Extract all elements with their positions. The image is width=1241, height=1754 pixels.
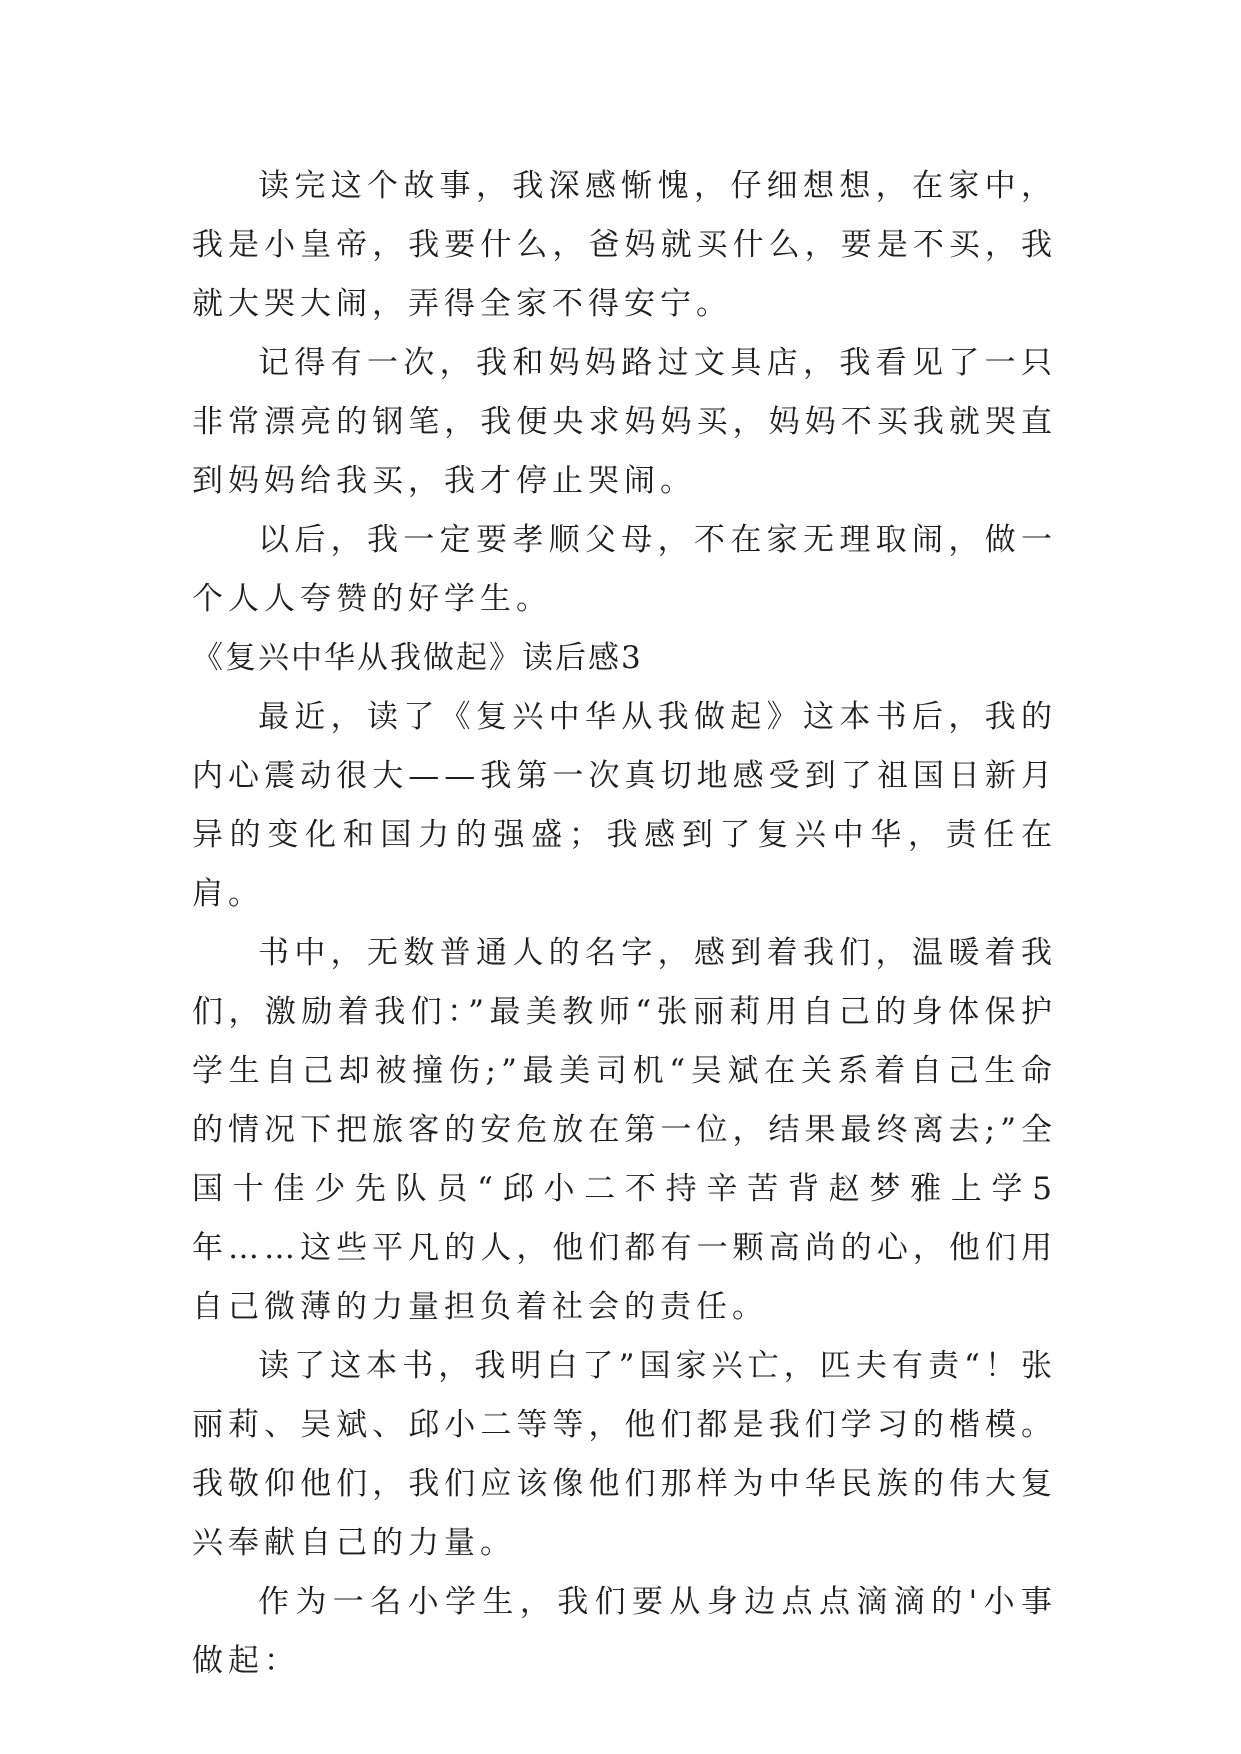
paragraph: 记得有一次，我和妈妈路过文具店，我看见了一只非常漂亮的钢笔，我便央求妈妈买，妈妈不买我就哭直到妈妈给我买，我才停止哭闹。 <box>192 345 1057 499</box>
paragraph: 书中，无数普通人的名字，感到着我们，温暖着我们，激励着我们：”最美教师“张丽莉用自己的身体保护学生自己却被撞伤;”最美司机“吴斌在关系着自己生命的情况下把旅客的安危放在第一位，结果最终离去;”全国十佳少先队员“邱小二不持辛苦背赵梦雅上学5年……这些平凡的人，他们都有一颗高尚的心，他们用自己微薄的力量担负着社会的责任。 <box>192 935 1057 1325</box>
section-heading: 《复兴中华从我做起》读后感3 <box>192 640 643 676</box>
paragraph: 读了这本书，我明白了”国家兴亡，匹夫有责“！张丽莉、吴斌、邱小二等等，他们都是我们学习的楷模。我敬仰他们，我们应该像他们那样为中华民族的伟大复兴奉献自己的力量。 <box>192 1348 1057 1561</box>
paragraph: 读完这个故事，我深感惭愧，仔细想想，在家中，我是小皇帝，我要什么，爸妈就买什么，要是不买，我就大哭大闹，弄得全家不得安宁。 <box>192 168 1057 322</box>
paragraph: 最近，读了《复兴中华从我做起》这本书后，我的内心震动很大——我第一次真切地感受到了祖国日新月异的变化和国力的强盛；我感到了复兴中华，责任在肩。 <box>192 699 1057 912</box>
paragraph: 作为一名小学生，我们要从身边点点滴滴的'小事做起： <box>192 1584 1057 1679</box>
document-body <box>192 157 1057 1691</box>
paragraph: 以后，我一定要孝顺父母，不在家无理取闹，做一个人人夸赞的好学生。 <box>192 522 1057 617</box>
